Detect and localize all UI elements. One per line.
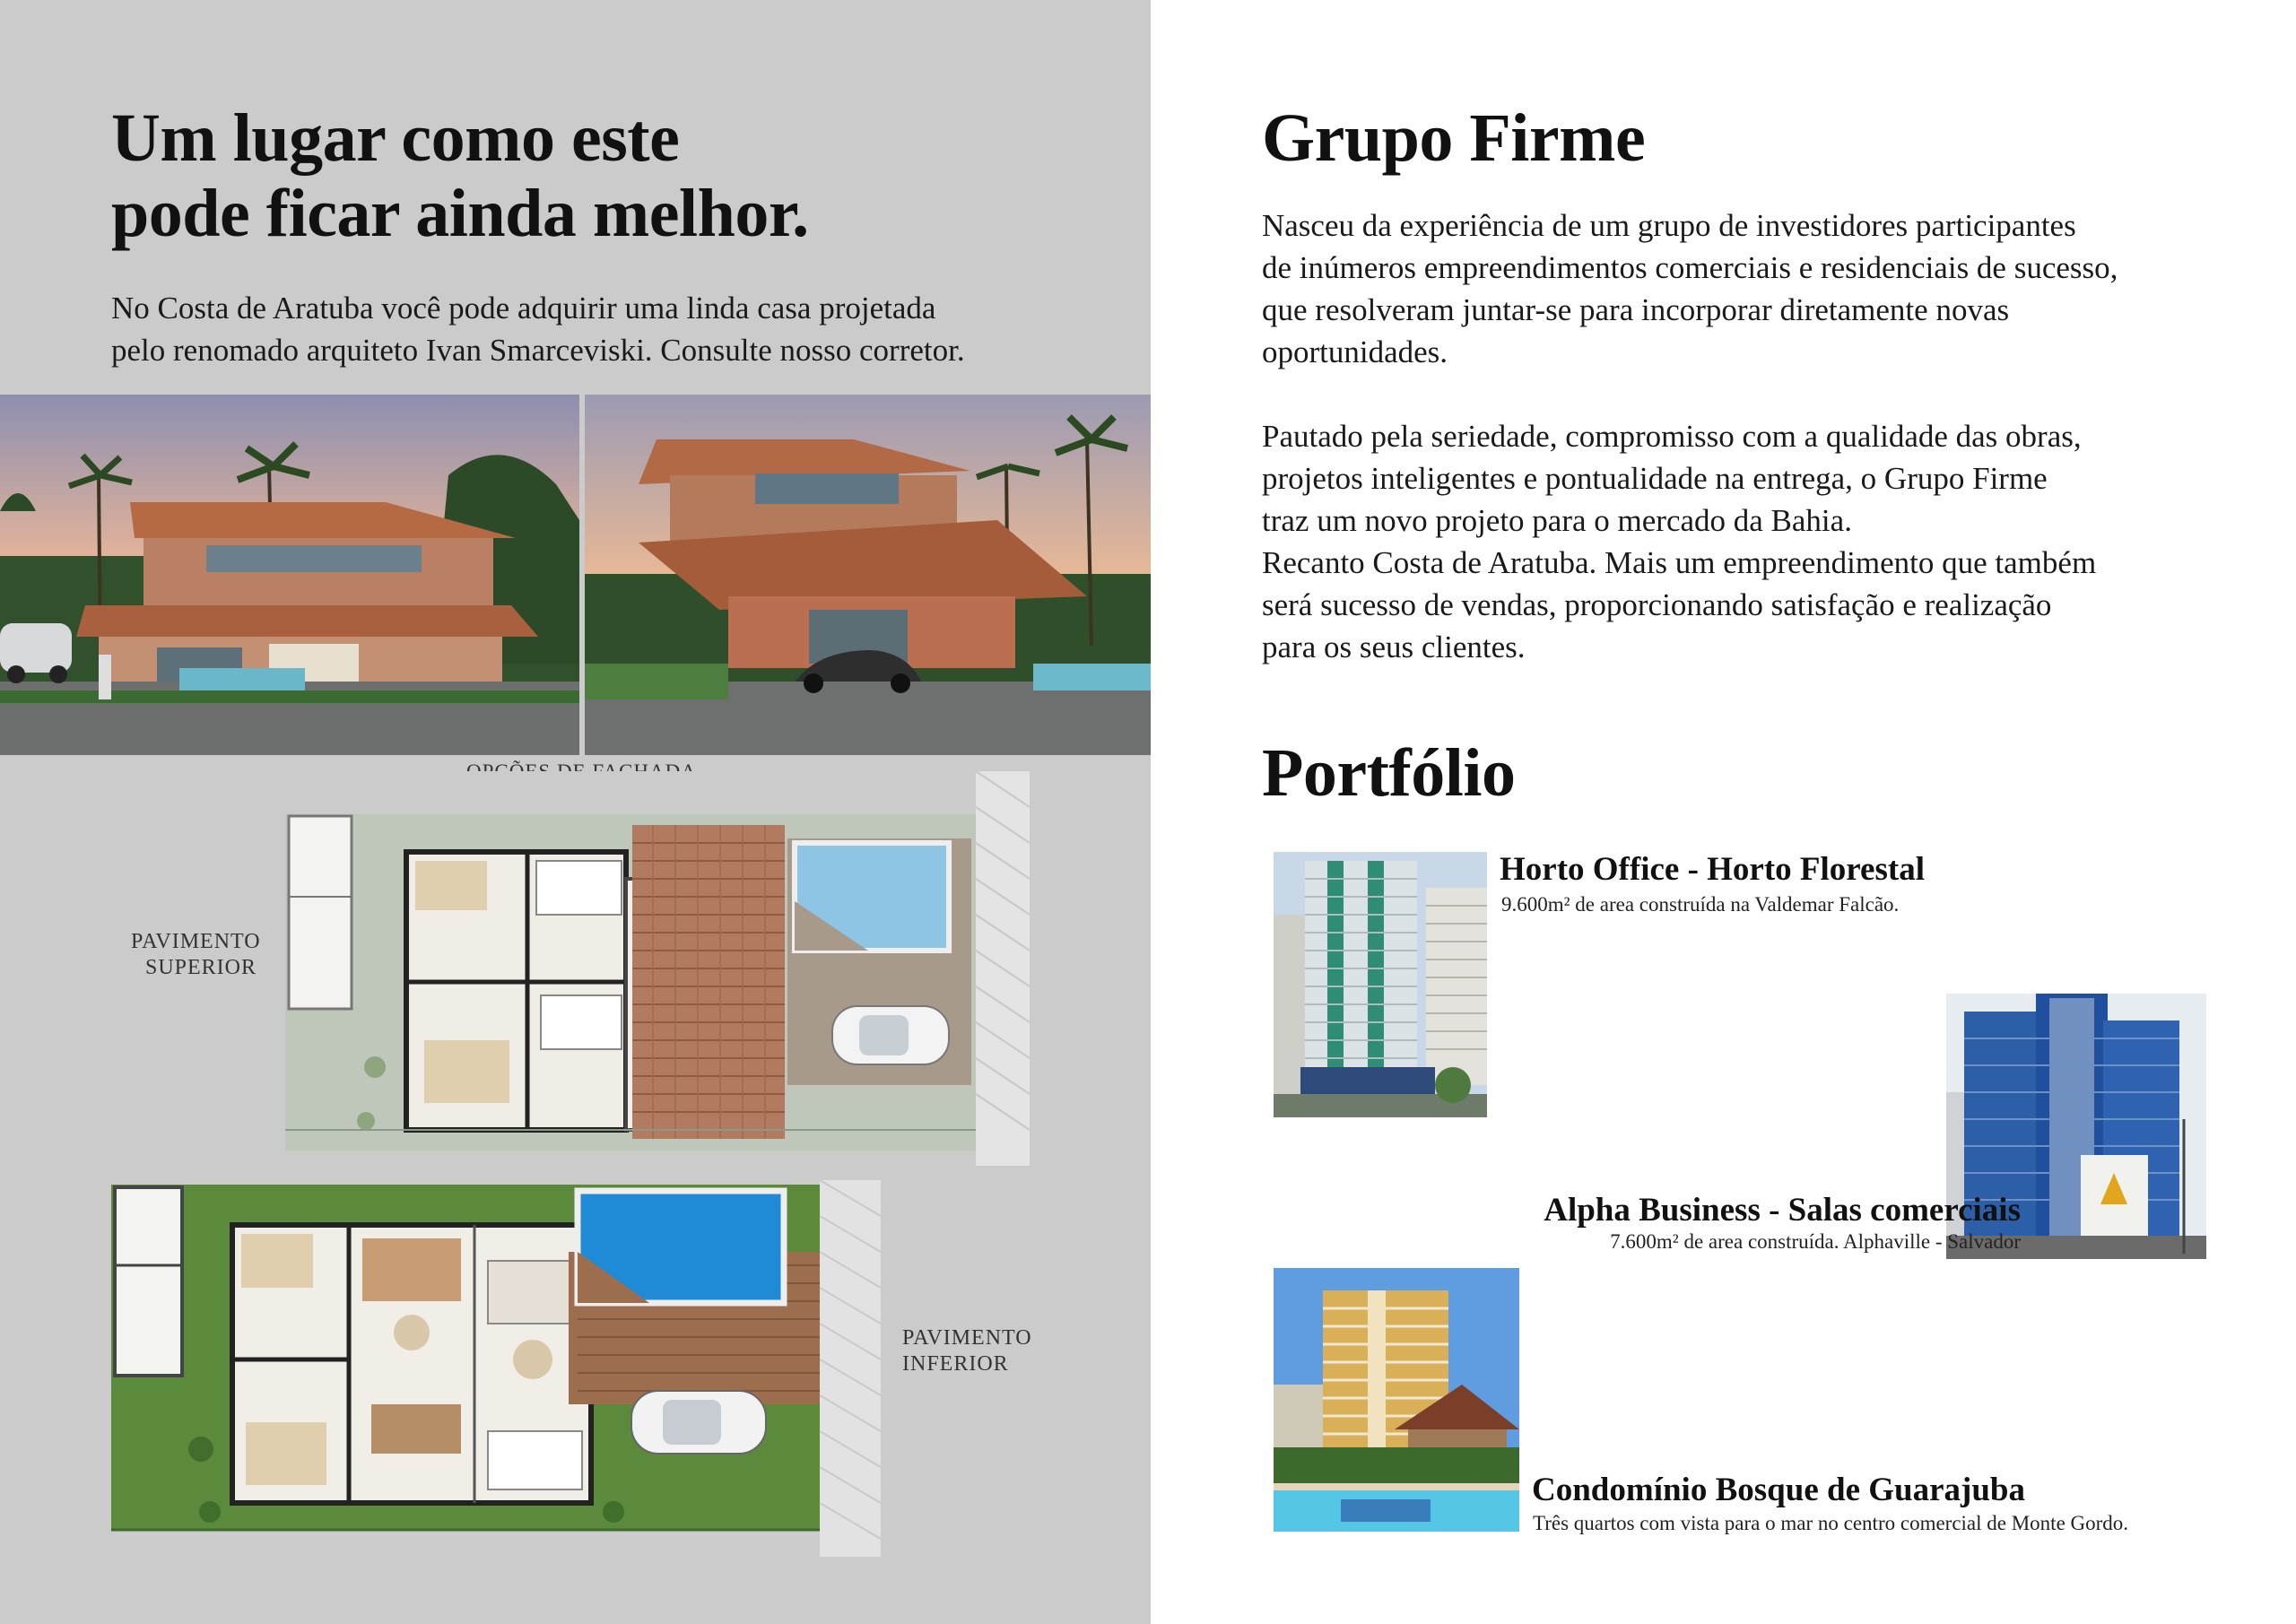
company-paragraph-1-line-1: Nasceu da experiência de um grupo de investidores participantes — [1262, 208, 2076, 243]
company-paragraph-2-line-2: projetos inteligentes e pontualidade na entrega, o Grupo Firme — [1262, 461, 2048, 496]
portfolio-item-3-title: Condomínio Bosque de Guarajuba — [1532, 1472, 2025, 1508]
company-paragraph-2-line-3: traz um novo projeto para o mercado da Bahia. — [1262, 503, 1852, 538]
lower-floor-label-line-2: INFERIOR — [902, 1352, 1009, 1376]
right-page — [1151, 0, 2296, 1624]
company-paragraph-2-line-1: Pautado pela seriedade, compromisso com a qualidade das obras, — [1262, 419, 2082, 454]
intro-line-1: No Costa de Aratuba você pode adquirir uma linda casa projetada — [111, 291, 936, 326]
portfolio-item-1-desc: 9.600m² de area construída na Valdemar Falcão. — [1501, 893, 1900, 916]
upper-floor-plan — [285, 771, 1030, 1166]
portfolio-item-2-title: Alpha Business - Salas comerciais — [1544, 1192, 2021, 1229]
portfolio-item-3-desc: Três quartos com vista para o mar no centro comercial de Monte Gordo. — [1533, 1512, 2129, 1534]
upper-floor-label-line-1: PAVIMENTO — [131, 930, 261, 953]
intro-line-2: pelo renomado arquiteto Ivan Smarceviski. Consulte nosso corretor. — [111, 333, 965, 368]
headline-line-2: pode ficar ainda melhor. — [111, 176, 809, 251]
upper-floor-label-line-2: SUPERIOR — [144, 956, 257, 979]
company-title: Grupo Firme — [1262, 100, 1646, 176]
company-paragraph-1-line-4: oportunidades. — [1262, 334, 1448, 369]
company-paragraph-1-line-3: que resolveram juntar-se para incorporar diretamente novas — [1262, 292, 2010, 327]
facade-render-2 — [585, 395, 1151, 755]
left-intro — [111, 287, 965, 371]
company-paragraph-1-line-2: de inúmeros empreendimentos comerciais e residenciais de sucesso, — [1262, 250, 2118, 285]
lower-floor-label — [902, 1325, 1032, 1377]
headline-line-1: Um lugar como este — [111, 100, 680, 176]
lower-floor-plan — [111, 1180, 881, 1557]
portfolio-item-2-desc: 7.600m² de area construída. Alphaville - Salvador — [1610, 1230, 2021, 1253]
horto-office-photo — [1274, 852, 1487, 1117]
company-paragraph-2-line-4: Recanto Costa de Aratuba. Mais um empreendimento que também — [1262, 545, 2097, 580]
portfolio-title: Portfólio — [1262, 735, 1516, 811]
facade-render-1 — [0, 395, 579, 755]
company-paragraph-2 — [1262, 415, 2096, 668]
upper-floor-label — [131, 929, 261, 981]
left-headline — [111, 100, 809, 251]
company-paragraph-2-line-6: para os seus clientes. — [1262, 630, 1526, 664]
company-paragraph-2-line-5: será sucesso de vendas, proporcionando satisfação e realização — [1262, 587, 2052, 622]
lower-floor-label-line-1: PAVIMENTO — [902, 1326, 1032, 1350]
bosque-guarajuba-photo — [1274, 1268, 1519, 1532]
company-paragraph-1 — [1262, 204, 2118, 373]
portfolio-item-1-title: Horto Office - Horto Florestal — [1500, 851, 1925, 888]
